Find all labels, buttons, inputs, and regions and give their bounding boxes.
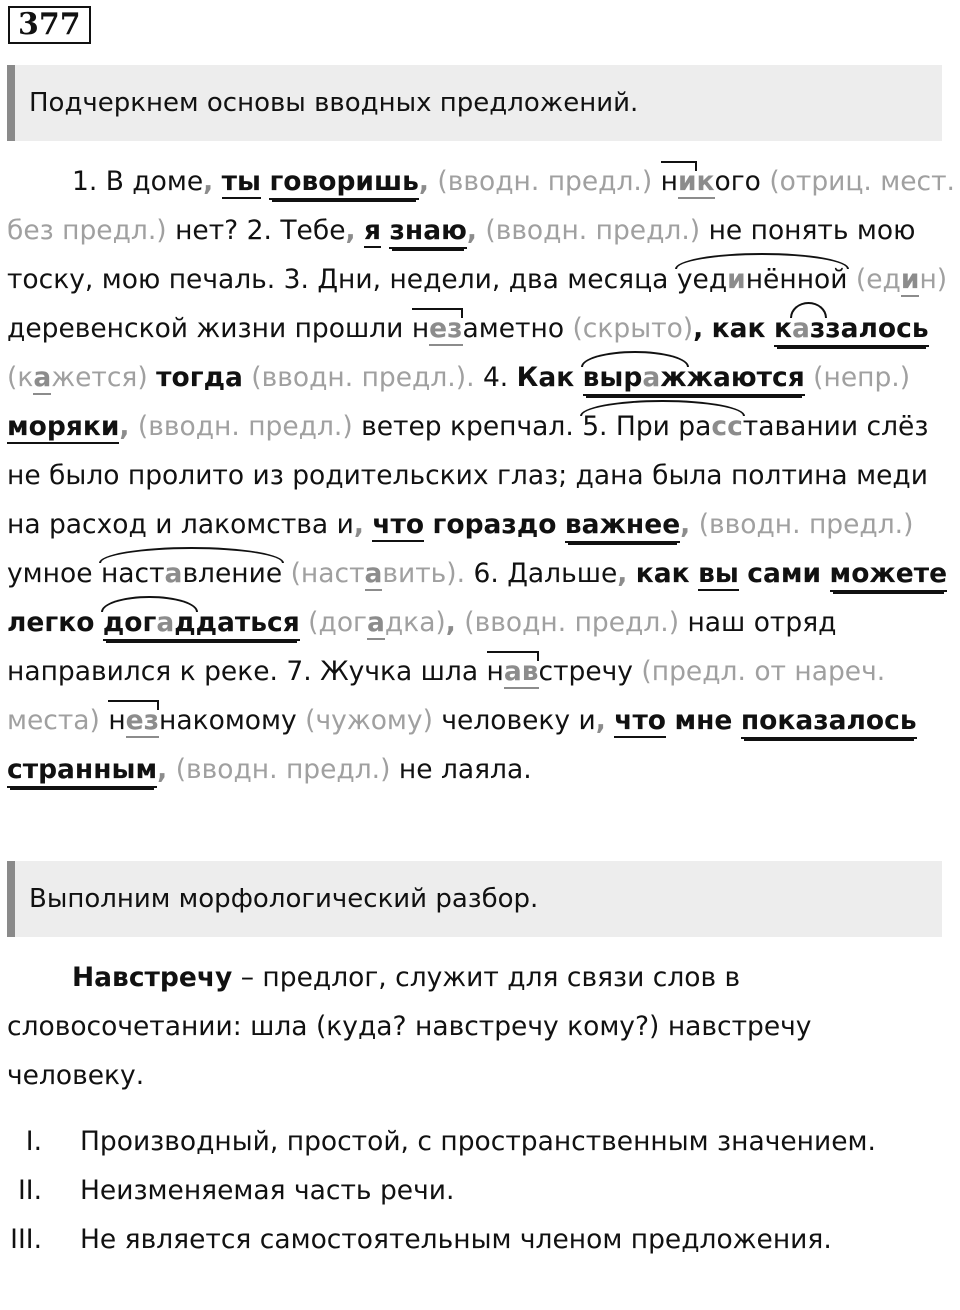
s6-kak: как — [635, 558, 690, 589]
s6-predicate1: можете — [830, 558, 948, 592]
s1-note: (отриц. мест. без предл.) — [7, 166, 955, 246]
s5-predicate: важнее — [565, 509, 680, 543]
s5-subject: что — [372, 509, 425, 540]
list-item-text: Не является самостоятельным членом предложения. — [80, 1224, 832, 1255]
s3-note3: (кажется) — [7, 362, 148, 393]
list-item — [0, 1166, 955, 1215]
s2-predicate: знаю — [389, 215, 466, 249]
s7-mid: человеку и — [441, 705, 596, 736]
list-item — [0, 1117, 955, 1166]
list-item-text: Неизменяемая часть речи. — [80, 1175, 455, 1206]
s7-predicate: показалось странным — [7, 705, 917, 788]
s3-togda: тогда — [156, 362, 243, 393]
exercise-text: 1. В доме, ты говоришь, (вводн. предл.) никого (отриц. мест. без предл.) нет? 2. Тебе, я знаю, (вводн. предл.) не понять мою тоску, мою печаль. 3. Дни, недели, два месяца уединённой (един) деревенской жизни прошли незаметно (скрыто), как каззалось (кажется) тогда (вводн. предл.). 4. Как выражжаются (непр.) моряки, (вводн. предл.) ветер крепчал. 5. При расставании слёз не было пролито из родительских глаз; дана была полтина меди на расход и лакомства и, что гораздо важнее, (вводн. предл.) умное наставление (наставить). 6. Дальше, как вы сами можете легко догаддаться (догадка), (вводн. предл.) наш отряд направился к реке. 7. Жучка шла навстречу (предл. от нареч. места) незнакомому (чужому) человеку и, что мне показалось странным, (вводн. предл.) не лаяла. — [7, 157, 955, 794]
intro-note: (вводн. предл.) — [698, 509, 914, 540]
intro-note: (вводн. предл.) — [175, 754, 391, 785]
section-heading-2: Выполним морфологический разбор. — [7, 861, 942, 937]
s6-legko: легко — [7, 607, 95, 638]
task-number: 377 — [8, 6, 91, 44]
s6-end: наш отряд направился к реке. — [7, 607, 837, 687]
s5-word: 5. При расс — [582, 402, 743, 451]
intro-note: (вводн. предл.) — [437, 166, 653, 197]
s4-note: (непр.) — [813, 362, 911, 393]
s1-start: 1. В доме — [72, 166, 204, 197]
morph-word: Навстречу — [72, 962, 233, 993]
s3-word1: уединённой — [677, 255, 848, 304]
morph-definition: – предлог, служит для связи слов в словосочетании: шла (куда? навстречу кому?) навстречу человеку. — [7, 962, 812, 1091]
section-heading-1: Подчеркнем основы вводных предложений. — [7, 65, 942, 141]
s7-end: не лаяла. — [398, 754, 532, 785]
s2-subject: я — [364, 215, 382, 246]
s3-note2: (скрыто) — [572, 313, 694, 344]
list-item — [0, 1215, 955, 1264]
s4-subject: моряки — [7, 411, 120, 442]
s7-note2: (чужому) — [305, 705, 433, 736]
list-item-number: III. — [10, 1224, 42, 1255]
list-item-text: Производный, простой, с пространственным значением. — [80, 1126, 876, 1157]
intro-note: (вводн. предл.) — [464, 607, 680, 638]
s3-predicate: каззалось — [774, 313, 929, 347]
s3-kak: как — [711, 313, 766, 344]
s7-word2: незнакомому — [108, 705, 296, 736]
s6-sami: сами — [747, 558, 822, 589]
intro-note: (вводн. предл.) — [251, 362, 467, 393]
s3-start: 3. Дни, недели, два месяца — [283, 264, 669, 295]
s5-note: (наставить). — [290, 558, 466, 589]
list-item-number: II. — [17, 1175, 42, 1206]
s1-end: нет? — [175, 215, 239, 246]
s6-predicate2: догаддаться — [103, 607, 300, 641]
s5-gorazdo: гораздо — [432, 509, 557, 540]
intro-note: (вводн. предл.) — [485, 215, 701, 246]
s1-subject: ты — [221, 166, 261, 197]
s5-mid: тавании слёз не было пролито из родительских глаз; дана была полтина меди на расход и лакомства и — [7, 411, 929, 540]
list-item-number: I. — [25, 1126, 42, 1157]
s7-note1: (предл. от нареч. места) — [7, 656, 886, 736]
s6-start: 6. Дальше — [473, 558, 618, 589]
s7-mne: мне — [674, 705, 733, 736]
s5-end: умное — [7, 558, 93, 589]
s4-predicate: выражжаются — [583, 362, 805, 396]
s2-end: не понять мою тоску, мою печаль. — [7, 215, 916, 295]
s6-subject: вы — [698, 558, 739, 589]
s4-end: ветер крепчал. — [361, 411, 574, 442]
s1-predicate: говоришь — [269, 166, 418, 200]
s3-word2: незаметно — [412, 313, 564, 344]
morph-analysis — [7, 953, 955, 1100]
s3-mid: деревенской жизни прошли — [7, 313, 404, 344]
s7-subject: что — [614, 705, 667, 736]
s1-word: никого — [661, 166, 761, 197]
s4-num: 4. — [482, 362, 509, 393]
s4-kak: Как — [516, 362, 575, 393]
s5-word2: наставление — [101, 549, 282, 598]
s3-note1: (един) — [855, 264, 948, 295]
s7-start: 7. Жучка шла — [286, 656, 479, 687]
s2-start: 2. Тебе — [246, 215, 346, 246]
morph-list — [0, 1117, 955, 1264]
intro-note: (вводн. предл.) — [137, 411, 353, 442]
s7-word1: навстречу — [487, 656, 633, 687]
s6-note: (догадка) — [308, 607, 446, 638]
